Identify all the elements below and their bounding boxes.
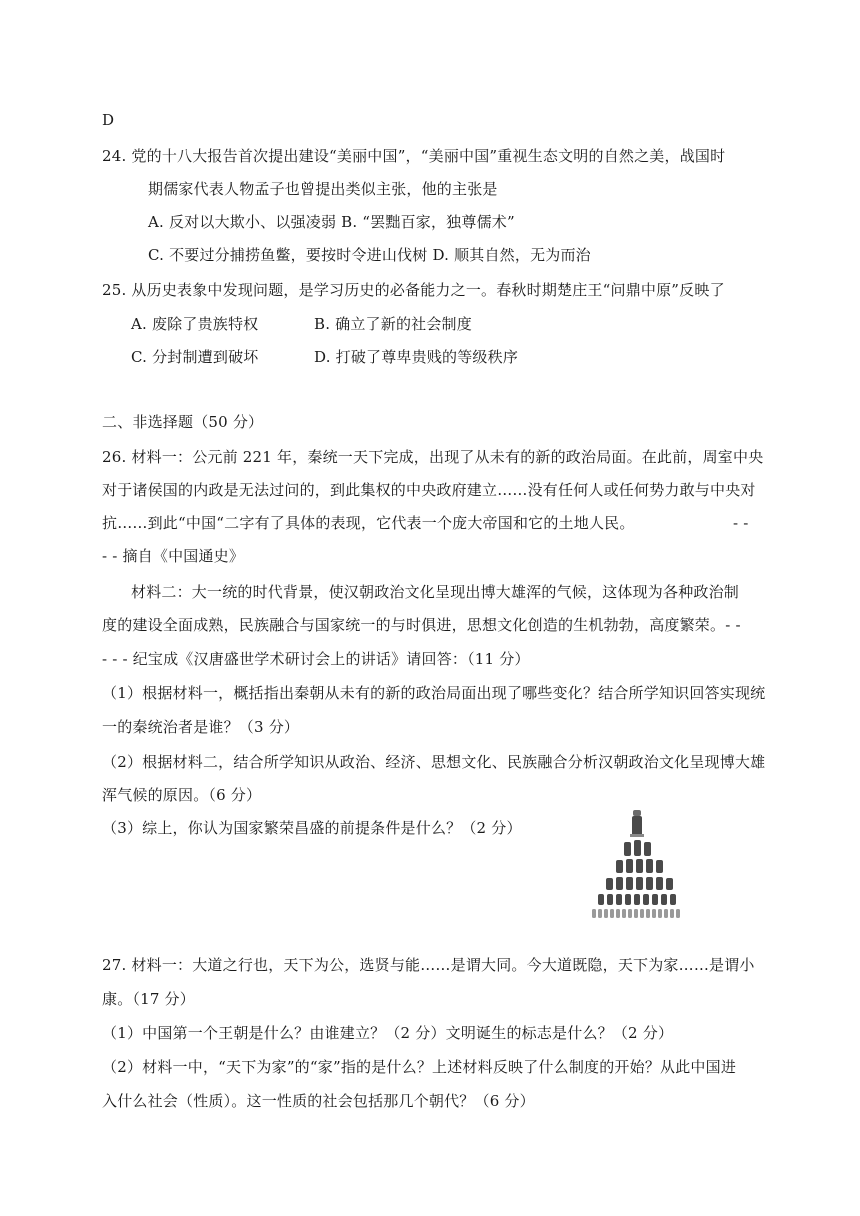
q25-option-b: B. 确立了新的社会制度 xyxy=(314,315,472,333)
q27-line1: 27. 材料一：大道之行也，天下为公，选贤与能……是谓大同。今大道既隐，天下为家……是谓小 xyxy=(102,956,755,974)
section-title-non-choice: 二、非选择题（50 分） xyxy=(102,413,264,431)
social-hierarchy-pyramid-image xyxy=(590,808,686,920)
q26-line3-dash: - - xyxy=(733,514,749,532)
q26-material2-line1: 材料二：大一统的时代背景，使汉朝政治文化呈现出博大雄浑的气候，这体现为各种政治制 xyxy=(131,583,740,601)
q24-stem-line1: 24. 党的十八大报告首次提出建设“美丽中国”，“美丽中国”重视生态文明的自然之美，战国时 xyxy=(102,147,726,165)
q26-sub1-line2: 一的秦统治者是谁？（3 分） xyxy=(102,718,300,736)
q25-option-c: C. 分封制遭到破坏 xyxy=(131,348,259,366)
q24-options-ab: A. 反对以大欺小、以强凌弱 B. “罢黜百家，独尊儒术” xyxy=(148,213,515,231)
q26-sub3: （3）综上，你认为国家繁荣昌盛的前提条件是什么？（2 分） xyxy=(102,819,522,837)
q24-options-cd: C. 不要过分捕捞鱼鳖，要按时令进山伐树 D. 顺其自然，无为而治 xyxy=(148,246,591,264)
q26-source1: - - 摘自《中国通史》 xyxy=(102,547,245,565)
q26-line3: 抗……到此“中国“二字有了具体的表现，它代表一个庞大帝国和它的土地人民。 xyxy=(102,514,635,532)
q25-option-d: D. 打破了尊卑贵贱的等级秩序 xyxy=(314,348,519,366)
q25-option-a: A. 废除了贵族特权 xyxy=(131,315,259,333)
q27-sub2-line2: 入什么社会（性质）。这一性质的社会包括那几个朝代？（6 分） xyxy=(102,1092,535,1110)
q26-material2-source: - - - 纪宝成《汉唐盛世学术研讨会上的讲话》请回答：（11 分） xyxy=(102,650,530,668)
q27-line2: 康。（17 分） xyxy=(102,990,195,1008)
q26-sub2-line1: （2）根据材料二，结合所学知识从政治、经济、思想文化、民族融合分析汉朝政治文化呈现博大雄 xyxy=(102,753,766,771)
q27-sub1: （1）中国第一个王朝是什么？由谁建立？（2 分）文明诞生的标志是什么？（2 分） xyxy=(102,1024,674,1042)
q26-line2: 对于诸侯国的内政是无法过问的，到此集权的中央政府建立……没有任何人或任何势力敢与中央对 xyxy=(102,481,756,499)
q26-line1: 26. 材料一：公元前 221 年，秦统一天下完成，出现了从未有的新的政治局面。在此前，周室中央 xyxy=(102,448,764,466)
q24-stem-line2: 期儒家代表人物孟子也曾提出类似主张，他的主张是 xyxy=(148,180,498,198)
q23-answer-tail: D xyxy=(102,111,115,129)
q26-sub2-line2: 浑气候的原因。（6 分） xyxy=(102,786,262,804)
q25-stem: 25. 从历史表象中发现问题，是学习历史的必备能力之一。春秋时期楚庄王“问鼎中原”反映了 xyxy=(102,281,725,299)
q26-material2-line2: 度的建设全面成熟，民族融合与国家统一的与时俱进，思想文化创造的生机勃勃，高度繁荣。- - xyxy=(102,616,741,634)
q27-sub2-line1: （2）材料一中，“天下为家”的“家”指的是什么？上述材料反映了什么制度的开始？从此中国进 xyxy=(102,1058,737,1076)
q26-sub1-line1: （1）根据材料一，概括指出秦朝从未有的新的政治局面出现了哪些变化？结合所学知识回答实现统 xyxy=(102,684,766,702)
